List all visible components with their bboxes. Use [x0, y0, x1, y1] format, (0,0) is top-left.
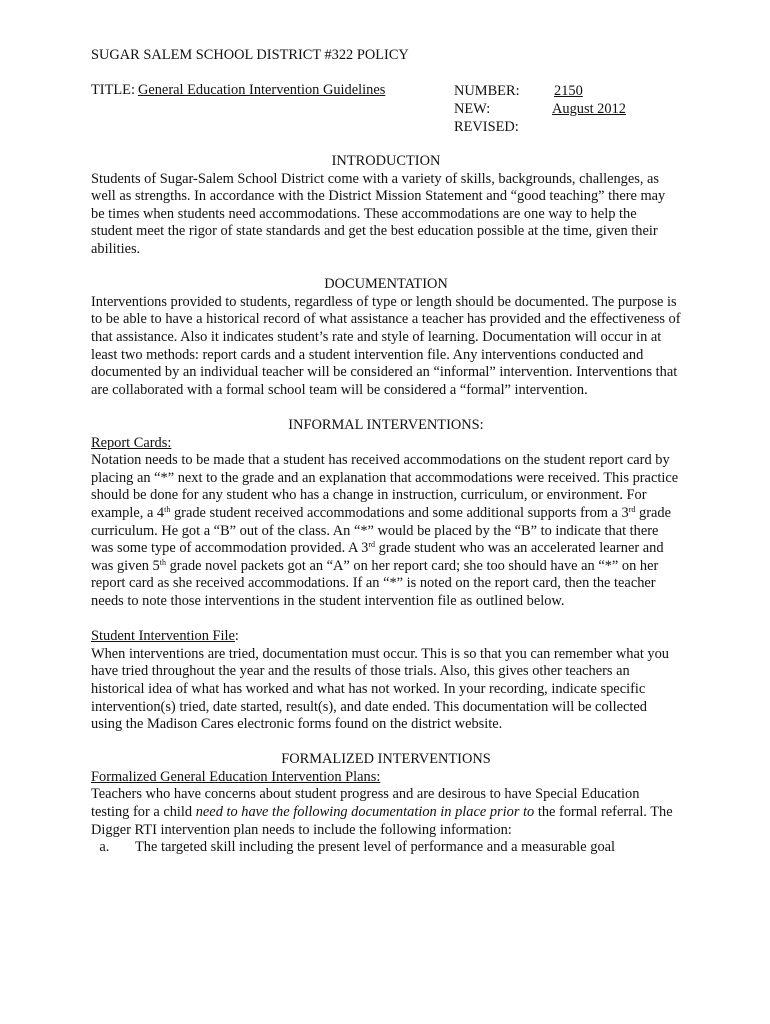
report-cards-subheading: Report Cards: [91, 434, 172, 451]
introduction-body: Students of Sugar-Salem School District come with a variety of skills, backgrounds, challenges, as well as strengths. In accordance with the District Mission Statement and “good teaching” there may be times when students need accommodations. These accommodations are one way to help the student meet the rigor of state standards and get the best education possible at the time, given their abilities. [91, 170, 666, 258]
district-policy-heading: SUGAR SALEM SCHOOL DISTRICT #322 POLICY [91, 47, 409, 63]
new-label: NEW: [454, 101, 491, 118]
policy-meta-labels [454, 82, 520, 136]
student-intervention-file-body: When interventions are tried, documentation must occur. This is so that you can remember what you have tried throughout the year and the results of those trials. Also, this gives other teachers an historical idea of what has worked and what has not worked. In your recording, indicate specific intervention(s) tried, date started, result(s), and date ended. This documentation will be collected using the Madison Cares electronic forms found on the district website. [91, 645, 670, 733]
introduction-heading: INTRODUCTION [331, 153, 441, 170]
revised-label: REVISED: [454, 119, 519, 136]
policy-meta-values [544, 82, 634, 136]
title-label: TITLE: [91, 82, 135, 99]
documentation-heading: DOCUMENTATION [324, 276, 448, 293]
informal-interventions-heading: INFORMAL INTERVENTIONS: [288, 417, 484, 433]
documentation-body: Interventions provided to students, regardless of type or length should be documented. The purpose is to be able to have a historical record of what assistance a teacher has provided and the effectiveness of that assistance. Also it indicates student’s rate and style of learning. Documentation will occur in at least two methods: report cards and a student intervention file. Any interventions conducted and documented by an individual teacher will be considered an “informal” intervention. Interventions that are collaborated with a formal school team will be considered a “formal” intervention. [91, 293, 681, 398]
formal-plans-body: Teachers who have concerns about student progress and are desirous to have Special Education testing for a child need to have the following documentation in place prior to the formal referral. The Digger RTI intervention plan needs to include the following information: [91, 786, 673, 838]
plan-requirements-list [91, 839, 681, 857]
policy-meta-block [91, 82, 681, 136]
number-label: NUMBER: [454, 83, 520, 100]
list-item: a. The targeted skill including the present level of performance and a measurable goal [113, 839, 681, 857]
formalized-interventions-heading: FORMALIZED INTERVENTIONS [281, 751, 491, 768]
report-cards-body: Notation needs to be made that a student has received accommodations on the student report card by placing an “*” next to the grade and an explanation that accommodations were received. This practice should be done for any student who has a change in instruction, curriculum, or environment. For example, a 4th grade student received accommodations and some additional supports from a 3rd grade curriculum. He got a “B” out of the class. An “*” would be placed by the “B” to indicate that there was some type of accommodation provided. A 3rd grade student who was an accelerated learner and was given 5th grade novel packets got an “A” on her report card; she too should have an “*” on her report card as she received accommodations. If an “*” is noted on the report card, then the teacher needs to note those interventions in the student intervention file as outlined below. [91, 452, 679, 609]
title-value: General Education Intervention Guidelines [137, 82, 386, 99]
student-intervention-file-subheading: Student Intervention File: [91, 628, 239, 645]
formal-plans-subheading: Formalized General Education Intervention Plans: [91, 768, 381, 785]
new-value: August 2012 [552, 101, 626, 118]
policy-title [91, 82, 390, 99]
number-value: 2150 [554, 83, 583, 100]
policy-page [91, 47, 681, 857]
